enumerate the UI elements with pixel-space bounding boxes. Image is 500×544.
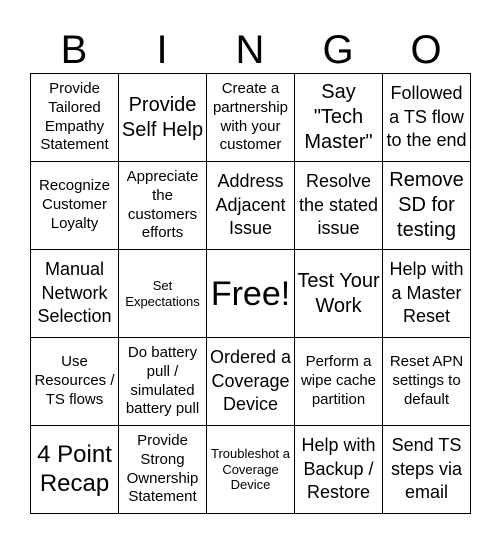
cell-text: Appreciate the customers efforts xyxy=(126,168,199,242)
cell-text: Troubleshot a Coverage Device xyxy=(210,446,290,493)
cell-text: Remove SD for testing xyxy=(389,169,464,241)
cell-text: Free! xyxy=(210,274,291,313)
bingo-cell[interactable] xyxy=(207,74,295,162)
bingo-cell[interactable] xyxy=(383,338,471,426)
bingo-cell[interactable] xyxy=(295,162,383,250)
bingo-cell[interactable] xyxy=(31,74,119,162)
bingo-cell[interactable] xyxy=(31,250,119,338)
cell-text: Ordered a Coverage Device xyxy=(209,347,292,415)
cell-text: Test Your Work xyxy=(297,269,380,317)
bingo-cell[interactable] xyxy=(295,426,383,514)
bingo-cell[interactable] xyxy=(207,426,295,514)
cell-text: Resolve the stated issue xyxy=(298,171,379,239)
cell-text: Send TS steps via email xyxy=(390,435,463,503)
bingo-cell[interactable] xyxy=(31,162,119,250)
bingo-cell[interactable] xyxy=(31,338,119,426)
header-letter-i: I xyxy=(156,28,168,72)
cell-text: Use Resources / TS flows xyxy=(34,353,115,408)
cell-text: Set Expectations xyxy=(125,277,200,309)
cell-text: Provide Tailored Empathy Statement xyxy=(40,80,109,154)
bingo-cell[interactable] xyxy=(383,426,471,514)
free-space[interactable] xyxy=(207,250,295,338)
header-letter-g: G xyxy=(322,28,354,72)
cell-text: Create a partnership with your customer xyxy=(212,80,289,154)
cell-text: Provide Strong Ownership Statement xyxy=(126,432,199,506)
bingo-cell[interactable] xyxy=(119,426,207,514)
cell-text: Say "Tech Master" xyxy=(304,81,373,153)
cell-text: 4 Point Recap xyxy=(37,440,112,497)
header-letter-n: N xyxy=(235,28,265,72)
bingo-cell[interactable] xyxy=(383,250,471,338)
bingo-cell[interactable] xyxy=(383,74,471,162)
cell-text: Help with Backup / Restore xyxy=(301,435,376,503)
cell-text: Address Adjacent Issue xyxy=(215,171,286,239)
bingo-cell[interactable] xyxy=(295,338,383,426)
cell-text: Manual Network Selection xyxy=(37,259,112,327)
cell-text: Followed a TS flow to the end xyxy=(386,83,467,151)
bingo-cell[interactable] xyxy=(207,338,295,426)
cell-text: Recognize Customer Loyalty xyxy=(39,177,110,232)
bingo-cell[interactable] xyxy=(31,426,119,514)
bingo-cell[interactable] xyxy=(119,162,207,250)
cell-text: Provide Self Help xyxy=(121,93,204,141)
header-letter-o: O xyxy=(410,28,442,72)
cell-text: Perform a wipe cache partition xyxy=(300,353,377,408)
cell-text: Reset APN settings to default xyxy=(389,353,464,408)
bingo-cell[interactable] xyxy=(383,162,471,250)
header-letter-b: B xyxy=(60,28,88,72)
bingo-cell[interactable] xyxy=(119,338,207,426)
bingo-cell[interactable] xyxy=(207,162,295,250)
bingo-grid xyxy=(30,73,471,514)
bingo-cell[interactable] xyxy=(119,74,207,162)
cell-text: Help with a Master Reset xyxy=(389,259,464,327)
bingo-cell[interactable] xyxy=(295,250,383,338)
cell-text: Do battery pull / simulated battery pull xyxy=(125,344,200,418)
bingo-cell[interactable] xyxy=(295,74,383,162)
bingo-cell[interactable] xyxy=(119,250,207,338)
bingo-header xyxy=(30,28,470,72)
